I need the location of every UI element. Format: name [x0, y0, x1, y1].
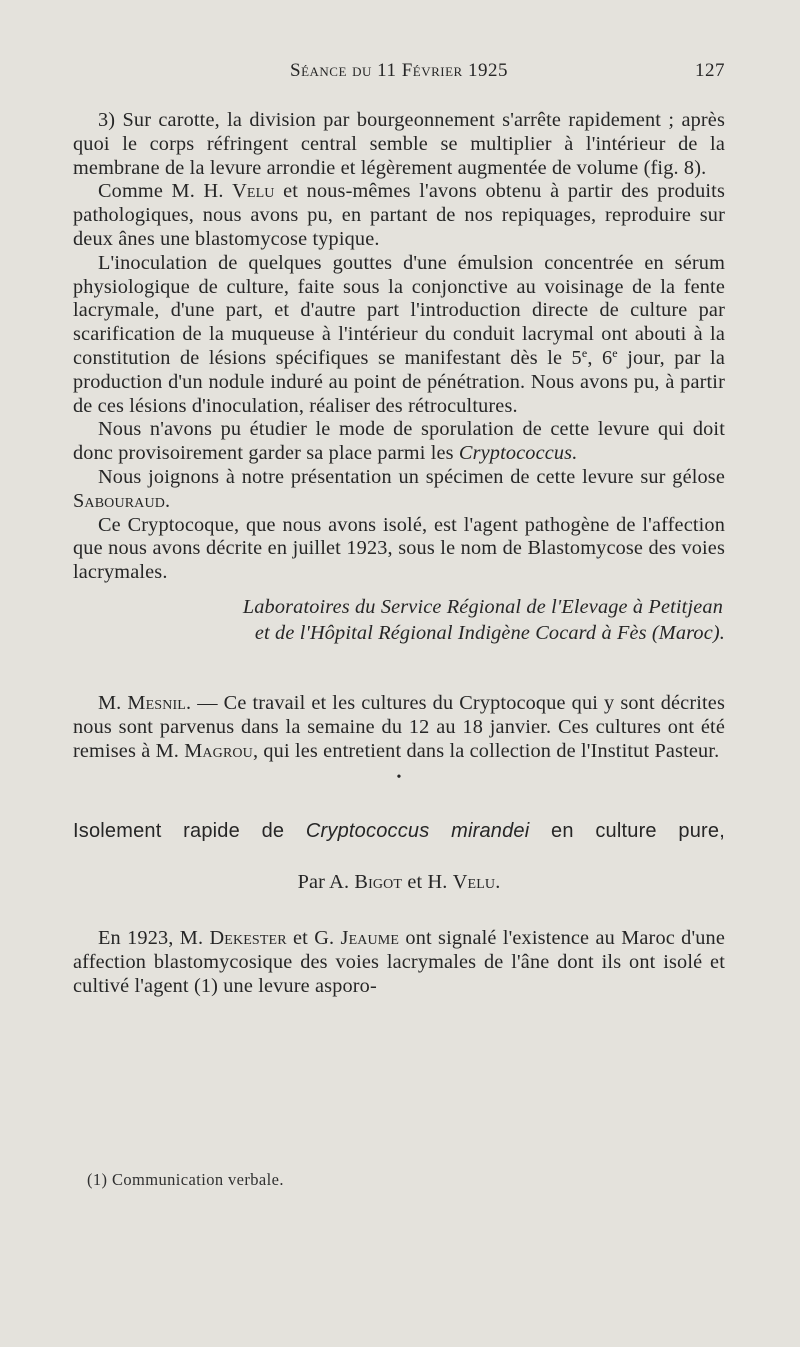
person-name: Magrou — [184, 739, 253, 762]
species-name: Cryptococcus mirandei — [305, 820, 530, 843]
intro-text-c: ont signalé l'existence au Maroc d'une affection blastomycosique des voies lacrymales de l'âne dont ils ont isolé et cultivé l'agent (1) une levure asporo- — [73, 927, 725, 997]
separator-bullet: • — [396, 770, 402, 786]
author-name: Bigot — [354, 871, 403, 894]
article-intro — [73, 927, 725, 998]
paragraph-2-text-b: et nous-mêmes l'avons obtenu à partir des produits pathologiques, nous avons pu, en partant de nos repiquages, reproduire sur deux ânes une blastomycose typique. — [73, 180, 725, 250]
paragraph-3 — [73, 252, 725, 419]
paragraph-6-text: Ce Cryptocoque, que nous avons isolé, est l'agent pathogène de l'affection que nous avons décrite en juillet 1923, sous le nom de Blastomycose des voies lacrymales. — [73, 513, 725, 584]
ordinal-suffix: e — [581, 345, 588, 360]
affiliation — [73, 594, 725, 646]
ordinal-suffix: e — [612, 345, 618, 360]
discussion-paragraph — [73, 692, 725, 763]
discussion-text-b: , qui les entretient dans la collection de l'Institut Pasteur. — [252, 739, 720, 762]
author-name: Velu. — [452, 871, 501, 894]
page-number: 127 — [695, 60, 725, 81]
paragraph-2 — [73, 180, 725, 251]
discussion-text-a: — Ce travail et les cultures du Cryptocoque qui y sont décrites nous sont parvenus dans la semaine du 12 au 18 janvier. Ces cultures ont été remises à M. — [73, 691, 725, 762]
intro-text-b: et G. — [286, 927, 341, 950]
footnote: (1) Communication verbale. — [87, 1170, 284, 1189]
paragraph-3-text-a: L'inoculation de quelques gouttes d'une émulsion concentrée en sérum physiologique de culture, faite sous la conjonctive au voisinage de la fente lacrymale, d'une part, et d'autre part l'introduction directe de culture par scarification de la muqueuse à l'intérieur du conduit lacrymal ont abouti à la constitution de lésions spécifiques se manifestant dès le 5 — [73, 251, 725, 369]
page-body — [73, 109, 725, 999]
article-authors — [73, 871, 725, 927]
paragraph-3-text-c: jour, par la production d'un nodule induré au point de pénétration. Nous avons pu, à partir de ces lésions d'inoculation, réaliser des rétrocultures. — [73, 346, 725, 417]
paragraph-6 — [73, 514, 725, 585]
section-gap — [73, 646, 725, 692]
paragraph-4 — [73, 418, 725, 466]
speaker-name: M. Mesnil. — [98, 691, 192, 714]
author-name: Velu — [232, 180, 275, 203]
authors-text-b: et H. — [402, 871, 453, 894]
genus-name: Cryptococcus. — [458, 442, 578, 465]
person-name: Sabouraud. — [73, 489, 171, 512]
paragraph-5 — [73, 466, 725, 514]
paragraph-1 — [73, 109, 725, 180]
paragraph-5-text: Nous joignons à notre présentation un spécimen de cette levure sur gélose — [98, 465, 725, 488]
paragraph-4-text: Nous n'avons pu étudier le mode de sporulation de cette levure qui doit donc provisoirement garder sa place parmi les — [73, 418, 725, 465]
paragraph-1-text: 3) Sur carotte, la division par bourgeonnement s'arrête rapidement ; après quoi le corps réfringent central semble se multiplier à l'intérieur de la membrane de la levure arrondie et légèrement augmentée de volume (fig. 8). — [73, 109, 725, 179]
affiliation-line-2: et de l'Hôpital Régional Indigène Cocard à Fès (Maroc). — [254, 621, 725, 644]
running-title: Séance du 11 Février 1925 — [290, 60, 508, 81]
person-name: Jeaume — [340, 927, 400, 950]
article-title — [73, 819, 725, 849]
running-header — [73, 60, 725, 90]
article-title-a: Isolement rapide de — [73, 820, 306, 843]
paragraph-2-text-a: Comme M. H. — [98, 180, 233, 203]
paragraph-3-text-b: , 6 — [587, 346, 613, 369]
intro-text-a: En 1923, M. — [98, 927, 210, 950]
affiliation-line-1: Laboratoires du Service Régional de l'Elevage à Petitjean — [242, 595, 723, 618]
authors-text-a: Par A. — [297, 871, 355, 894]
person-name: Dekester — [209, 927, 287, 950]
article-title-b: en culture pure, — [529, 820, 725, 843]
